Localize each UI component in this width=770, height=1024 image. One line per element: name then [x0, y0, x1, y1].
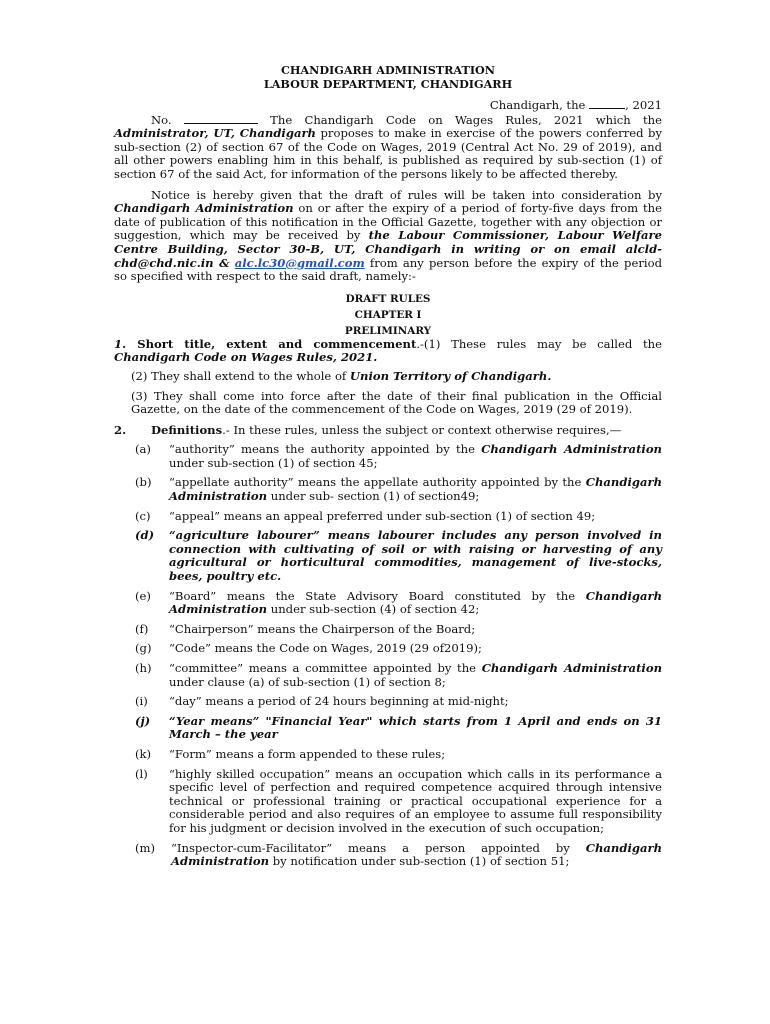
- document-body: [114, 63, 662, 869]
- def-text: [163, 590, 662, 617]
- definition-k: [114, 748, 662, 762]
- rule-1-number: 1.: [114, 336, 127, 351]
- def-text-part: “Inspector-cum-Facilitator” means a person appointed by: [171, 840, 586, 855]
- date-line: [114, 99, 662, 113]
- notice-paragraph: [114, 189, 662, 284]
- definition-e: [114, 590, 662, 617]
- notice-text-3: from any person before the expiry of the period so specified with respect to the said draft, namely:-: [114, 255, 662, 284]
- def-text-part: under sub-section (4) of section 42;: [267, 602, 480, 617]
- rule-1-subsection-2: [131, 370, 662, 384]
- administrator-text: Administrator, UT, Chandigarh: [114, 126, 316, 141]
- def-label: (d): [135, 528, 155, 543]
- def-label: (f): [135, 621, 149, 636]
- def-bold-part: Chandigarh Administration: [169, 475, 662, 504]
- def-text: “Code” means the Code on Wages, 2019 (29 of2019);: [169, 641, 482, 656]
- def-bold-part: Chandigarh Administration: [171, 840, 662, 869]
- notice-text-1: Notice is hereby given that the draft of rules will be taken into consideration by: [151, 187, 662, 202]
- no-blank: [184, 123, 258, 124]
- def-label: (g): [135, 641, 152, 656]
- definition-f: [114, 623, 662, 637]
- date-prefix: Chandigarh, the: [489, 98, 586, 112]
- def-bold-part: Chandigarh Administration: [481, 442, 662, 457]
- notice-text-2: on or after the expiry of a period of forty-five days from the date of publication of this notification in the Official Gazette, together with any objection or suggestion, which may be received by: [114, 201, 662, 243]
- definition-h: [114, 662, 662, 689]
- def-text-part: “committee” means a committee appointed by the: [169, 661, 482, 675]
- notification-text-1: The Chandigarh Code on Wages Rules, 2021 which the: [257, 112, 662, 127]
- def-bold-part: Chandigarh Administration: [169, 588, 662, 617]
- def-text: “day” means a period of 24 hours beginning at mid-night;: [169, 694, 509, 709]
- definition-l: [114, 768, 662, 836]
- rule-1-title: Short title, extent and commencement: [126, 336, 417, 351]
- def-text-part: “Board” means the State Advisory Board constituted by the: [169, 588, 586, 603]
- def-label: (b): [135, 475, 152, 490]
- def-label: (e): [135, 588, 151, 603]
- def-label: (c): [135, 508, 151, 523]
- labour-commissioner-address: the Labour Commissioner, Labour Welfare Centre Building, Sector 30-B, UT, Chandigarh in writing or on email alcld-chd@chd.nic.in &: [114, 228, 662, 270]
- date-suffix: , 2021: [625, 98, 662, 112]
- rule-1-text: .-(1) These rules may be called the: [416, 336, 662, 351]
- definition-c: [114, 510, 662, 524]
- rule-1-name: Chandigarh Code on Wages Rules, 2021.: [114, 350, 378, 365]
- def-text-part: under sub- section (1) of section49;: [267, 489, 480, 504]
- rule-2-number: 2.: [114, 422, 127, 437]
- rule-2-text: .- In these rules, unless the subject or context otherwise requires,—: [222, 422, 622, 437]
- def-text: “agriculture labourer” means labourer includes any person involved in connection with cultivating of soil or with raising or harvesting of any agricultural or horticultural commodities, management of live-stocks, bees, poultry etc.: [169, 528, 662, 584]
- notification-paragraph: [114, 114, 662, 182]
- def-text: “appeal” means an appeal preferred under sub-section (1) of section 49;: [169, 508, 596, 523]
- chandigarh-admin-text: Chandigarh Administration: [114, 201, 294, 216]
- no-label: No.: [151, 112, 172, 127]
- rule-1-s2-text: (2) They shall extend to the whole of: [131, 368, 350, 383]
- definition-a: [114, 443, 662, 470]
- rule-2: [114, 424, 662, 438]
- rule-1: [114, 338, 662, 365]
- definition-g: [114, 642, 662, 656]
- def-text-part: “appellate authority” means the appellate authority appointed by the: [169, 475, 586, 490]
- date-blank: [589, 108, 625, 109]
- def-text: [163, 476, 662, 503]
- def-text: [163, 662, 662, 689]
- definition-i: [114, 695, 662, 709]
- def-text: “Year means” "Financial Year" which starts from 1 April and ends on 31 March – the year: [169, 713, 662, 742]
- def-label: (l): [135, 766, 148, 781]
- def-label: (h): [135, 661, 152, 675]
- def-label: (i): [135, 694, 148, 709]
- def-label: (a): [135, 442, 151, 457]
- def-label: (j): [135, 713, 151, 728]
- rule-1-s2-bold: Union Territory of Chandigarh.: [349, 368, 552, 383]
- def-text-part: under sub-section (1) of section 45;: [169, 455, 378, 470]
- preliminary-heading: PRELIMINARY: [344, 324, 432, 337]
- definition-m: [114, 842, 662, 869]
- header-line-2: LABOUR DEPARTMENT, CHANDIGARH: [263, 77, 513, 91]
- rule-2-intro: [151, 424, 662, 438]
- chapter-heading: CHAPTER I: [354, 308, 422, 321]
- definition-j: [114, 715, 662, 742]
- def-bold-part: Chandigarh Administration: [481, 661, 662, 675]
- rule-2-title: Definitions: [151, 422, 223, 437]
- def-text-part: by notification under sub-section (1) of section 51;: [269, 854, 570, 869]
- def-text: [169, 842, 662, 869]
- draft-rules-heading: DRAFT RULES: [345, 292, 431, 305]
- def-text-part: “authority” means the authority appointed by the: [169, 442, 482, 457]
- def-text: “Chairperson” means the Chairperson of the Board;: [169, 621, 476, 636]
- definitions-list: [114, 443, 662, 868]
- def-label: (m): [135, 840, 156, 855]
- def-text: “highly skilled occupation” means an occupation which calls in its performance a specific level of perfection and required competence acquired through intensive technical or professional training or practical occupational experience for a considerable period and also requires of an employee to assume full responsibility for his judgment or decision involved in the execution of such occupation;: [169, 766, 662, 835]
- def-text: [163, 443, 662, 470]
- definition-b: [114, 476, 662, 503]
- def-text-part: under clause (a) of sub-section (1) of section 8;: [169, 674, 446, 689]
- header-line-1: CHANDIGARH ADMINISTRATION: [280, 63, 496, 77]
- def-label: (k): [135, 746, 152, 761]
- definition-d: [114, 529, 662, 583]
- email-link[interactable]: alc.lc30@gmail.com: [234, 255, 365, 270]
- def-text: “Form” means a form appended to these rules;: [169, 746, 446, 761]
- notification-text-2: proposes to make in exercise of the powers conferred by sub-section (2) of section 67 of the Code on Wages, 2019 (Central Act No. 29 of 2019), and all other powers enabling him in this behalf, is published as required by sub-section (1) of section 67 of the said Act, for information of the persons likely to be affected thereby.: [114, 126, 663, 181]
- rule-1-subsection-3: (3) They shall come into force after the date of their final publication in the Official Gazette, on the date of the commencement of the Code on Wages, 2019 (29 of 2019).: [131, 388, 662, 417]
